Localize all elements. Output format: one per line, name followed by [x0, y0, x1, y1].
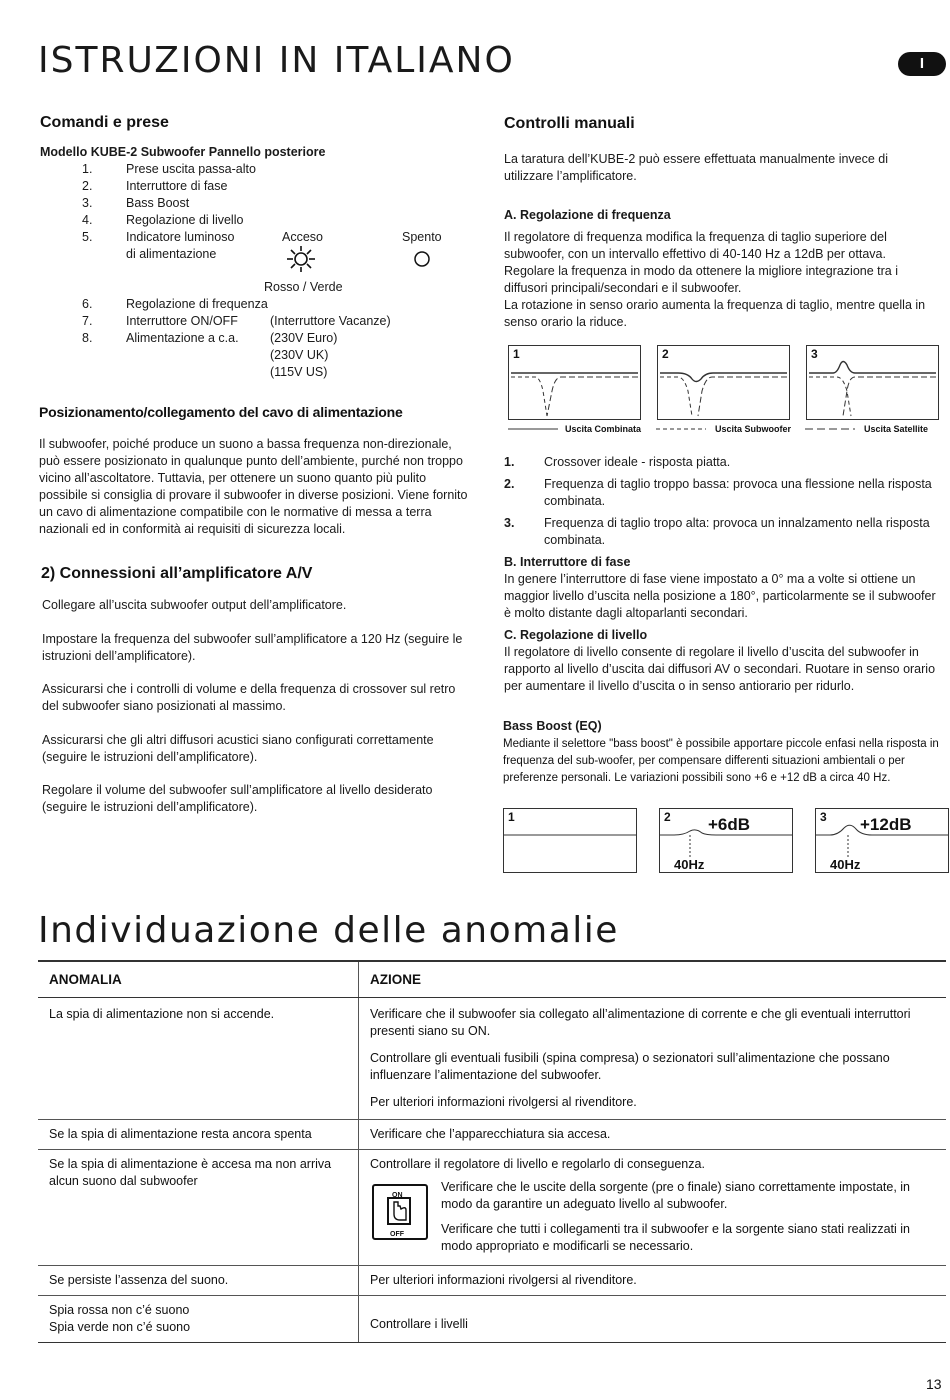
connections-para: Assicurarsi che gli altri diffusori acustici siano configurati correttamente (seguire le istruzioni dell’amplificatore).: [42, 733, 434, 764]
troubleshooting-title: Individuazione delle anomalie: [38, 910, 619, 951]
crossover-graph-1: [508, 345, 641, 420]
graph-number: 2: [664, 810, 671, 824]
graph-number: 1: [513, 347, 520, 361]
action-text: Verificare che tutti i collegamenti tra il subwoofer e la sorgente siano stati realizzati in modo appropriato e modificarli se necessario.: [441, 1222, 910, 1253]
troubleshooting-table: [38, 960, 946, 1343]
action-text: Controllare gli eventuali fusibili (spina compresa) o sezionatori sull’alimentazione che possano influenzare l’alimentazione del subwoofer.: [370, 1051, 890, 1082]
section-title-controls: Comandi e prese: [40, 114, 169, 131]
voltage: (230V UK): [270, 348, 329, 362]
table-header-row: [38, 961, 946, 998]
problem-cell: Se persiste l’assenza del suono.: [38, 1266, 359, 1296]
led-off-icon: [413, 250, 431, 268]
list-num: 2.: [504, 477, 515, 491]
action-cell: [359, 1150, 947, 1266]
voltage: (230V Euro): [270, 331, 338, 345]
led-color-label: Rosso / Verde: [264, 280, 343, 294]
problem-cell: La spia di alimentazione non si accende.: [38, 998, 359, 1120]
graph-number: 2: [662, 347, 669, 361]
list-item: Regolazione di frequenza: [126, 297, 268, 311]
boost-frequency: 40Hz: [830, 857, 861, 872]
crossover-graph-2: [657, 345, 790, 420]
problem-cell: [38, 1296, 359, 1343]
bassboost-graph-1: [503, 808, 637, 873]
subsection-frequency: A. Regolazione di frequenza: [504, 208, 671, 222]
list-item: Crossover ideale - risposta piatta.: [544, 455, 731, 469]
action-cell: Verificare che l’apparecchiatura sia accesa.: [359, 1120, 947, 1150]
list-item: Frequenza di taglio troppo bassa: provoca una flessione nella risposta combinata.: [544, 477, 932, 508]
bassboost-graph-2: [659, 808, 793, 873]
graph-curves: [807, 346, 938, 419]
model-title: Modello KUBE-2 Subwoofer Pannello posteriore: [40, 145, 326, 159]
bassboost-graph-3: [815, 808, 949, 873]
table-row: [38, 998, 946, 1120]
list-num: 3.: [82, 196, 93, 210]
section-title-placement: Posizionamento/collegamento del cavo di alimentazione: [39, 404, 403, 420]
graph-curve: [504, 809, 636, 872]
action-cell: Per ulteriori informazioni rivolgersi al rivenditore.: [359, 1266, 947, 1296]
legend-satellite: Uscita Satellite: [864, 424, 929, 434]
voltage: (115V US): [270, 365, 328, 379]
finger-icon: [390, 1200, 410, 1222]
connections-para: Regolare il volume del subwoofer sull’amplificatore al livello desiderato (seguire le istruzioni dell’amplificatore).: [42, 783, 433, 814]
on-off-switch-icon: [372, 1184, 428, 1240]
led-lit-icon: [284, 245, 318, 273]
list-num: 2.: [82, 179, 93, 193]
list-item: Regolazione di livello: [126, 213, 244, 227]
boost-value: +6dB: [708, 815, 751, 834]
manual-intro: La taratura dell’KUBE-2 può essere effettuata manualmente invece di utilizzare l’amplificatore.: [504, 152, 889, 183]
boost-value: +12dB: [860, 815, 912, 834]
crossover-graph-3: [806, 345, 939, 420]
list-num: 8.: [82, 331, 93, 345]
action-text: Verificare che le uscite della sorgente (pre o finale) siano correttamente impostate, in modo da garantire un adeguato livello al subwoofer.: [441, 1180, 910, 1211]
column-header-problem: ANOMALIA: [38, 961, 359, 998]
switch-off-label: OFF: [390, 1231, 404, 1238]
list-num: 1.: [82, 162, 93, 176]
switch-block: [370, 1179, 935, 1255]
problem-cell: Se la spia di alimentazione è accesa ma non arriva alcun suono dal subwoofer: [38, 1150, 359, 1266]
list-item: Frequenza di taglio tropo alta: provoca un innalzamento nella risposta combinata.: [544, 516, 930, 547]
frequency-text: Il regolatore di frequenza modifica la frequenza di taglio superiore del subwoofer, con un intervallo effettivo di 40-140 Hz a 12dB per ottava. Regolare la frequenza in modo da ottenere la migliore integrazione tra i diffusori principali/secondari e il subwoofer.: [504, 230, 898, 295]
switch-on-label: ON: [392, 1192, 403, 1199]
table-row: [38, 1296, 946, 1343]
action-text: Verificare che il subwoofer sia collegato all’alimentazione di corrente e che gli eventuali interruttori presenti siano su ON.: [370, 1007, 911, 1038]
led-off-label: Spento: [402, 230, 442, 244]
graph-curves: [509, 346, 640, 419]
phase-text: In genere l’interruttore di fase viene impostato a 0° ma a volte si ottiene un maggior livello d’uscita nella posizione a 180°, particolarmente se il subwoofer è molto distante dagli altoparlanti secondari.: [504, 572, 936, 620]
legend-combined: Uscita Combinata: [565, 424, 642, 434]
action-text: Per ulteriori informazioni rivolgersi al rivenditore.: [370, 1095, 637, 1109]
action-cell: Controllare i livelli: [359, 1296, 947, 1343]
list-num: 7.: [82, 314, 93, 328]
graph-curves: [658, 346, 789, 419]
placement-text: Il subwoofer, poiché produce un suono a bassa frequenza non-direzionale, può essere posizionato in qualunque punto dell’ambiente, purché non troppo vicino all’ascoltatore. Tuttavia, per ottenere un suono quanto più pulito possibile si consiglia di provare il subwoofer in diverse posizioni. Viene fornito un cavo di alimentazione compatibile con le normative di messa a terra nazionali ed in conformità ai requisiti di sicurezza locali.: [39, 437, 468, 536]
problem-cell: Se la spia di alimentazione resta ancora spenta: [38, 1120, 359, 1150]
graph-number: 3: [811, 347, 818, 361]
switch-note: (Interruttore Vacanze): [270, 314, 391, 328]
problem-line: Spia verde non c’é suono: [49, 1320, 191, 1334]
list-num: 3.: [504, 516, 515, 530]
graph-number: 3: [820, 810, 827, 824]
connections-para: Impostare la frequenza del subwoofer sull’amplificatore a 120 Hz (seguire le istruzioni dell’amplificatore).: [42, 632, 463, 663]
column-header-action: AZIONE: [359, 961, 947, 998]
list-item: Prese uscita passa-alto: [126, 162, 256, 176]
problem-line: Spia rossa non c’é suono: [49, 1303, 190, 1317]
connections-para: Collegare all’uscita subwoofer output dell’amplificatore.: [42, 598, 347, 612]
action-cell: [359, 998, 947, 1120]
list-num: 5.: [82, 230, 93, 244]
list-num: 6.: [82, 297, 93, 311]
frequency-text-2: La rotazione in senso orario aumenta la frequenza di taglio, mentre quella in senso orario la riduce.: [504, 298, 926, 329]
list-num: 1.: [504, 455, 515, 469]
table-row: [38, 1266, 946, 1296]
boost-frequency: 40Hz: [674, 857, 705, 872]
list-item: Interruttore ON/OFF: [126, 314, 238, 328]
list-num: 4.: [82, 213, 93, 227]
graph-number: 1: [508, 810, 515, 824]
list-item: di alimentazione: [126, 247, 217, 261]
connections-para: Assicurarsi che i controlli di volume e della frequenza di crossover sul retro del subwoofer siano posizionati al massimo.: [42, 682, 456, 713]
table-row: [38, 1150, 946, 1266]
legend-subwoofer: Uscita Subwoofer: [715, 424, 792, 434]
level-text: Il regolatore di livello consente di regolare il livello d’uscita del subwoofer in rapporto al livello d’uscita dai diffusori AV o secondari. Ruotare in senso orario per aumentare il livello d’uscita o in senso antiorario per ridurlo.: [504, 645, 936, 693]
list-item: Interruttore di fase: [126, 179, 228, 193]
subsection-phase: B. Interruttore di fase: [504, 555, 631, 569]
table-row: [38, 1120, 946, 1150]
led-on-label: Acceso: [282, 230, 323, 244]
bassboost-text: Mediante il selettore "bass boost" è possibile apportare piccole enfasi nella risposta in frequenza del sub-woofer, per compensare differenti situazioni ambientali o per preferenze personali. Le variazioni possibili sono +6 e +12 dB a circa 40 Hz.: [503, 738, 939, 784]
section-title-connections: 2) Connessioni all’amplificatore A/V: [41, 565, 313, 582]
language-badge: I: [898, 52, 946, 76]
section-title-manual: Controlli manuali: [504, 115, 635, 132]
subsection-level: C. Regolazione di livello: [504, 628, 648, 642]
subsection-bassboost: Bass Boost (EQ): [503, 719, 602, 733]
list-item: Indicatore luminoso: [126, 230, 235, 244]
list-item: Alimentazione a c.a.: [126, 331, 239, 345]
action-text: Controllare il regolatore di livello e regolarlo di conseguenza.: [370, 1157, 705, 1171]
page-number: 13: [926, 1376, 942, 1392]
page-title: ISTRUZIONI IN ITALIANO: [38, 40, 515, 81]
list-item: Bass Boost: [126, 196, 190, 210]
